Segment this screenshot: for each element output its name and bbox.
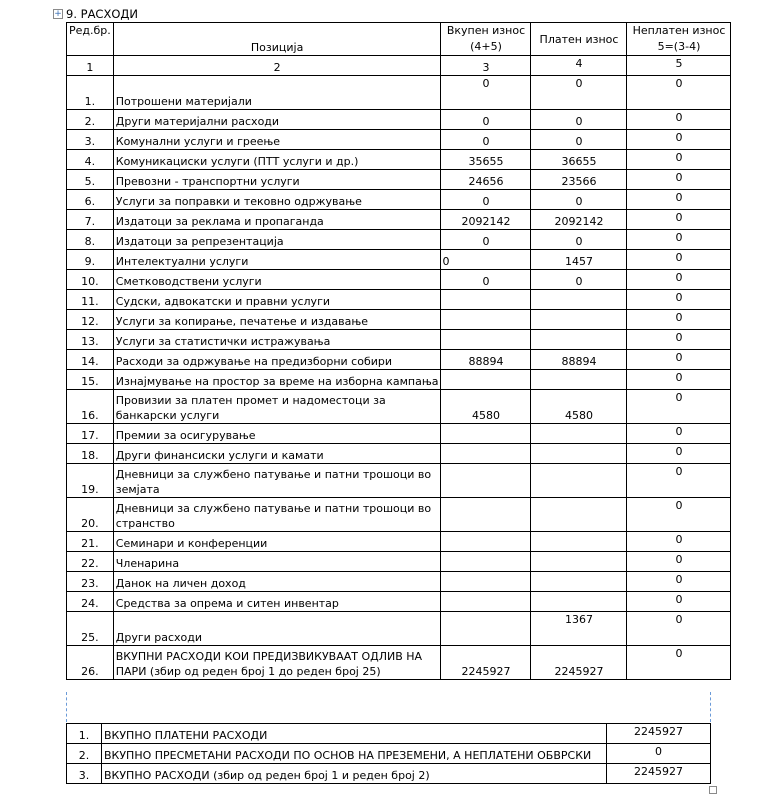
paid-cell[interactable]: [531, 330, 627, 350]
row-number: 1.: [67, 76, 114, 110]
total-cell[interactable]: [441, 330, 531, 350]
unpaid-cell[interactable]: 0: [627, 424, 731, 444]
column-number: 4: [531, 56, 627, 76]
paid-cell[interactable]: 2245927: [531, 646, 627, 680]
paid-cell[interactable]: 36655: [531, 150, 627, 170]
header-row-number: Ред.бр.: [67, 23, 114, 56]
total-cell[interactable]: 0: [441, 76, 531, 110]
row-number: 24.: [67, 592, 114, 612]
column-number: 3: [441, 56, 531, 76]
table-row: [67, 210, 731, 230]
unpaid-cell[interactable]: 0: [627, 498, 731, 532]
total-cell[interactable]: 0: [441, 270, 531, 290]
row-label: Судски, адвокатски и правни услуги: [113, 290, 441, 310]
paid-cell[interactable]: [531, 444, 627, 464]
row-label: Услуги за поправки и тековно одржување: [113, 190, 441, 210]
row-number: 17.: [67, 424, 114, 444]
row-label: Други расходи: [113, 612, 441, 646]
total-cell[interactable]: 0: [441, 230, 531, 250]
row-label: Премии за осигурување: [113, 424, 441, 444]
summary-row-number: 2.: [67, 744, 102, 764]
row-number: 5.: [67, 170, 114, 190]
row-label: Други материјални расходи: [113, 110, 441, 130]
table-row: [67, 532, 731, 552]
row-label: Превозни - транспортни услуги: [113, 170, 441, 190]
expenses-table: [66, 22, 731, 680]
row-number: 6.: [67, 190, 114, 210]
header-position: Позиција: [113, 23, 441, 56]
table-row: [67, 612, 731, 646]
row-number: 14.: [67, 350, 114, 370]
summary-label: ВКУПНО РАСХОДИ (збир од реден број 1 и реден број 2): [102, 764, 607, 784]
summary-value[interactable]: 2245927: [607, 724, 711, 744]
unpaid-cell[interactable]: 0: [627, 350, 731, 370]
unpaid-cell[interactable]: 0: [627, 150, 731, 170]
row-number: 13.: [67, 330, 114, 350]
row-number: 26.: [67, 646, 114, 680]
row-number: 8.: [67, 230, 114, 250]
total-cell[interactable]: 0: [441, 130, 531, 150]
row-label: ВКУПНИ РАСХОДИ КОИ ПРЕДИЗВИКУВААТ ОДЛИВ НА ПАРИ (збир од реден број 1 до реден број 25): [113, 646, 441, 680]
row-label: Комуникациски услуги (ПТТ услуги и др.): [113, 150, 441, 170]
total-cell[interactable]: [441, 290, 531, 310]
row-number: 21.: [67, 532, 114, 552]
paid-cell[interactable]: [531, 290, 627, 310]
table-row: [67, 390, 731, 424]
total-cell[interactable]: 2092142: [441, 210, 531, 230]
row-label: Издатоци за репрезентација: [113, 230, 441, 250]
table-row: [67, 330, 731, 350]
summary-table: [66, 723, 711, 784]
table-row: [67, 130, 731, 150]
summary-row-number: 1.: [67, 724, 102, 744]
unpaid-cell[interactable]: 0: [627, 612, 731, 646]
paid-cell[interactable]: 23566: [531, 170, 627, 190]
table-row: [67, 370, 731, 390]
table-row: [67, 76, 731, 110]
paid-cell[interactable]: [531, 464, 627, 498]
total-cell[interactable]: [441, 310, 531, 330]
paid-cell[interactable]: [531, 552, 627, 572]
unpaid-cell[interactable]: 0: [627, 330, 731, 350]
paid-cell[interactable]: 0: [531, 130, 627, 150]
table-row: [67, 250, 731, 270]
row-number: 15.: [67, 370, 114, 390]
paid-cell[interactable]: [531, 592, 627, 612]
paid-cell[interactable]: [531, 572, 627, 592]
paid-cell[interactable]: 0: [531, 76, 627, 110]
paid-cell[interactable]: [531, 532, 627, 552]
table-row: [67, 424, 731, 444]
total-cell[interactable]: 2245927: [441, 646, 531, 680]
row-number: 25.: [67, 612, 114, 646]
unpaid-cell[interactable]: 0: [627, 552, 731, 572]
paid-cell[interactable]: [531, 424, 627, 444]
row-number: 11.: [67, 290, 114, 310]
summary-value[interactable]: 0: [607, 744, 711, 764]
paid-cell[interactable]: 0: [531, 270, 627, 290]
table-row: [67, 190, 731, 210]
table-header-row: [67, 23, 731, 56]
paid-cell[interactable]: 1457: [531, 250, 627, 270]
row-label: Членарина: [113, 552, 441, 572]
row-label: Изнајмување на простор за време на изборна кампања: [113, 370, 441, 390]
row-number: 18.: [67, 444, 114, 464]
unpaid-cell[interactable]: 0: [627, 230, 731, 250]
total-cell[interactable]: [441, 370, 531, 390]
summary-label: ВКУПНО ПРЕСМЕТАНИ РАСХОДИ ПО ОСНОВ НА ПРЕЗЕМЕНИ, А НЕПЛАТЕНИ ОБВРСКИ: [102, 744, 607, 764]
summary-row: [67, 744, 711, 764]
row-label: Издатоци за реклама и пропаганда: [113, 210, 441, 230]
summary-row: [67, 724, 711, 744]
row-number: 3.: [67, 130, 114, 150]
row-label: Провизии за платен промет и надоместоци за банкарски услуги: [113, 390, 441, 424]
paid-cell[interactable]: 88894: [531, 350, 627, 370]
unpaid-cell[interactable]: 0: [627, 464, 731, 498]
row-number: 12.: [67, 310, 114, 330]
unpaid-cell[interactable]: 0: [627, 390, 731, 424]
unpaid-cell[interactable]: 0: [627, 370, 731, 390]
paid-cell[interactable]: 0: [531, 230, 627, 250]
row-label: Средства за опрема и ситен инвентар: [113, 592, 441, 612]
paid-cell[interactable]: [531, 370, 627, 390]
table-row: [67, 230, 731, 250]
row-label: Комунални услуги и греење: [113, 130, 441, 150]
unpaid-cell[interactable]: 0: [627, 532, 731, 552]
header-total-amount: Вкупен износ (4+5): [441, 23, 531, 56]
row-number: 20.: [67, 498, 114, 532]
column-number: 5: [627, 56, 731, 76]
paid-cell[interactable]: 0: [531, 110, 627, 130]
paid-cell[interactable]: 2092142: [531, 210, 627, 230]
table-resize-handle-icon[interactable]: [709, 786, 717, 794]
column-number-row: [67, 56, 731, 76]
unpaid-cell[interactable]: 0: [627, 444, 731, 464]
row-label: Дневници за службено патување и патни трошоци во странство: [113, 498, 441, 532]
summary-row: [67, 764, 711, 784]
row-label: Услуги за копирање, печатење и издавање: [113, 310, 441, 330]
row-label: Семинари и конференции: [113, 532, 441, 552]
summary-value[interactable]: 2245927: [607, 764, 711, 784]
unpaid-cell[interactable]: 0: [627, 270, 731, 290]
table-row: [67, 552, 731, 572]
total-cell[interactable]: 24656: [441, 170, 531, 190]
row-number: 22.: [67, 552, 114, 572]
row-label: Данок на личен доход: [113, 572, 441, 592]
unpaid-cell[interactable]: 0: [627, 190, 731, 210]
total-cell[interactable]: [441, 592, 531, 612]
table-move-handle-icon[interactable]: +: [54, 9, 62, 19]
row-label: Дневници за службено патување и патни трошоци во земјата: [113, 464, 441, 498]
total-cell[interactable]: [441, 498, 531, 532]
unpaid-cell[interactable]: 0: [627, 110, 731, 130]
section-title: 9. РАСХОДИ: [66, 7, 138, 21]
row-label: Сметководствени услуги: [113, 270, 441, 290]
table-row: [67, 150, 731, 170]
table-row: [67, 592, 731, 612]
row-label: Услуги за статистички истражувања: [113, 330, 441, 350]
row-number: 7.: [67, 210, 114, 230]
total-cell[interactable]: 4580: [441, 390, 531, 424]
column-number: 1: [67, 56, 114, 76]
paid-cell[interactable]: [531, 498, 627, 532]
row-label: Расходи за одржување на предизборни собири: [113, 350, 441, 370]
summary-label: ВКУПНО ПЛАТЕНИ РАСХОДИ: [102, 724, 607, 744]
unpaid-cell[interactable]: 0: [627, 290, 731, 310]
table-row: [67, 498, 731, 532]
table-gap-gridline: [66, 692, 711, 722]
total-cell[interactable]: [441, 532, 531, 552]
unpaid-cell[interactable]: 0: [627, 646, 731, 680]
row-label: Интелектуални услуги: [113, 250, 441, 270]
unpaid-cell[interactable]: 0: [627, 310, 731, 330]
total-cell[interactable]: [441, 552, 531, 572]
row-number: 2.: [67, 110, 114, 130]
paid-cell[interactable]: [531, 310, 627, 330]
row-number: 4.: [67, 150, 114, 170]
row-number: 23.: [67, 572, 114, 592]
total-cell[interactable]: 88894: [441, 350, 531, 370]
header-unpaid-amount: Неплатен износ 5=(3-4): [627, 23, 731, 56]
table-row: [67, 444, 731, 464]
total-cell[interactable]: 0: [441, 250, 531, 270]
row-label: Потрошени материјали: [113, 76, 441, 110]
row-number: 19.: [67, 464, 114, 498]
summary-row-number: 3.: [67, 764, 102, 784]
paid-cell[interactable]: 1367: [531, 612, 627, 646]
unpaid-cell[interactable]: 0: [627, 130, 731, 150]
unpaid-cell[interactable]: 0: [627, 592, 731, 612]
table-row-total: [67, 646, 731, 680]
unpaid-cell[interactable]: 0: [627, 210, 731, 230]
column-number: 2: [113, 56, 441, 76]
table-row: [67, 350, 731, 370]
table-row: [67, 572, 731, 592]
total-cell[interactable]: [441, 612, 531, 646]
table-row: [67, 290, 731, 310]
total-cell[interactable]: 35655: [441, 150, 531, 170]
paid-cell[interactable]: 4580: [531, 390, 627, 424]
total-cell[interactable]: [441, 464, 531, 498]
total-cell[interactable]: [441, 424, 531, 444]
total-cell[interactable]: [441, 572, 531, 592]
total-cell[interactable]: 0: [441, 110, 531, 130]
table-row: [67, 170, 731, 190]
total-cell[interactable]: [441, 444, 531, 464]
header-paid-amount: Платен износ: [531, 23, 627, 56]
row-label: Други финансиски услуги и камати: [113, 444, 441, 464]
total-cell[interactable]: 0: [441, 190, 531, 210]
row-number: 16.: [67, 390, 114, 424]
paid-cell[interactable]: 0: [531, 190, 627, 210]
table-row: [67, 270, 731, 290]
unpaid-cell[interactable]: 0: [627, 250, 731, 270]
unpaid-cell[interactable]: 0: [627, 76, 731, 110]
table-row: [67, 110, 731, 130]
row-number: 10.: [67, 270, 114, 290]
table-row: [67, 464, 731, 498]
unpaid-cell[interactable]: 0: [627, 572, 731, 592]
table-row: [67, 310, 731, 330]
unpaid-cell[interactable]: 0: [627, 170, 731, 190]
row-number: 9.: [67, 250, 114, 270]
